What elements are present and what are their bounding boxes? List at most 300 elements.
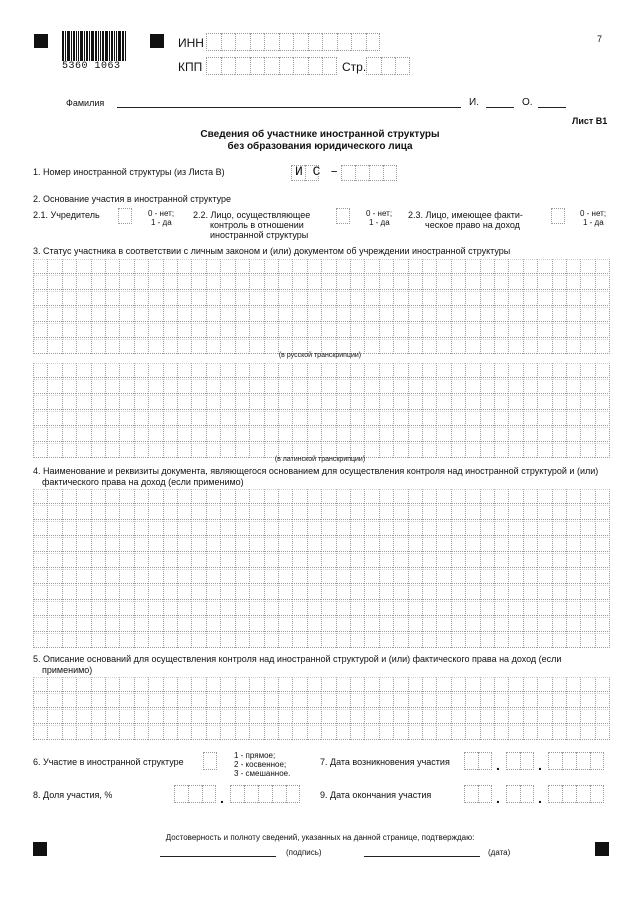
- grid-cell[interactable]: [465, 275, 479, 290]
- grid-cell[interactable]: [494, 307, 508, 322]
- grid-cell[interactable]: [220, 489, 234, 504]
- grid-cell[interactable]: [220, 569, 234, 584]
- grid-cell[interactable]: [105, 259, 119, 274]
- grid-cell[interactable]: [62, 633, 76, 648]
- grid-cell[interactable]: [119, 569, 133, 584]
- grid-cell[interactable]: [148, 505, 162, 520]
- grid-cell[interactable]: [177, 725, 191, 740]
- grid-cell[interactable]: [364, 489, 378, 504]
- grid-cell[interactable]: [566, 323, 580, 338]
- grid-cell[interactable]: [566, 709, 580, 724]
- grid-cell[interactable]: [292, 427, 306, 442]
- grid-cell[interactable]: [336, 505, 350, 520]
- grid-cell[interactable]: [91, 489, 105, 504]
- grid-cell[interactable]: [508, 553, 522, 568]
- grid-cell[interactable]: [379, 411, 393, 426]
- grid-cell[interactable]: [264, 537, 278, 552]
- grid-cell[interactable]: [119, 443, 133, 458]
- grid-cell[interactable]: [523, 693, 537, 708]
- grid-cell[interactable]: [350, 677, 364, 692]
- grid-cell[interactable]: [249, 617, 263, 632]
- grid-cell[interactable]: [350, 489, 364, 504]
- grid-cell[interactable]: [523, 291, 537, 306]
- grid-cell[interactable]: [177, 323, 191, 338]
- grid-cell[interactable]: [321, 537, 335, 552]
- grid-cell[interactable]: [537, 585, 551, 600]
- grid-cell[interactable]: [451, 725, 465, 740]
- grid-cell[interactable]: [235, 709, 249, 724]
- grid-cell[interactable]: [595, 617, 610, 632]
- grid-cell[interactable]: [552, 339, 566, 354]
- grid-cell[interactable]: [422, 725, 436, 740]
- grid-cell[interactable]: [76, 323, 90, 338]
- grid-cell[interactable]: [278, 601, 292, 616]
- grid-cell[interactable]: [91, 521, 105, 536]
- grid-cell[interactable]: [119, 725, 133, 740]
- grid-cell[interactable]: [148, 339, 162, 354]
- grid-cell[interactable]: [393, 521, 407, 536]
- grid-cell[interactable]: [177, 363, 191, 378]
- grid-cell[interactable]: [580, 633, 594, 648]
- grid-cell[interactable]: [220, 323, 234, 338]
- grid-cell[interactable]: [552, 259, 566, 274]
- grid-cell[interactable]: [566, 379, 580, 394]
- grid-cell[interactable]: [105, 489, 119, 504]
- grid-cell[interactable]: [364, 693, 378, 708]
- grid-cell[interactable]: [191, 585, 205, 600]
- grid-cell[interactable]: [163, 617, 177, 632]
- grid-cell[interactable]: [134, 709, 148, 724]
- grid-cell[interactable]: [537, 323, 551, 338]
- grid-cell[interactable]: [148, 585, 162, 600]
- grid-cell[interactable]: [47, 537, 61, 552]
- grid-cell[interactable]: [580, 585, 594, 600]
- grid-cell[interactable]: [350, 725, 364, 740]
- grid-cell[interactable]: [451, 307, 465, 322]
- grid-cell[interactable]: [235, 585, 249, 600]
- grid-cell[interactable]: [191, 291, 205, 306]
- grid-row[interactable]: [33, 379, 610, 394]
- grid-cell[interactable]: [148, 569, 162, 584]
- grid-cell[interactable]: [148, 443, 162, 458]
- grid-cell[interactable]: [235, 307, 249, 322]
- grid-cell[interactable]: [235, 259, 249, 274]
- grid-cell[interactable]: [47, 693, 61, 708]
- grid-cell[interactable]: [537, 725, 551, 740]
- grid-cell[interactable]: [249, 709, 263, 724]
- grid-cell[interactable]: [436, 339, 450, 354]
- grid-cell[interactable]: [191, 709, 205, 724]
- grid-cell[interactable]: [408, 363, 422, 378]
- grid-cell[interactable]: [292, 617, 306, 632]
- grid-cell[interactable]: [465, 379, 479, 394]
- grid-cell[interactable]: [523, 677, 537, 692]
- s2-item2-cell[interactable]: [336, 208, 350, 224]
- grid-cell[interactable]: [336, 307, 350, 322]
- grid-cell[interactable]: [508, 443, 522, 458]
- grid-cell[interactable]: [595, 553, 610, 568]
- grid-cell[interactable]: [249, 521, 263, 536]
- grid-cell[interactable]: [105, 693, 119, 708]
- grid-cell[interactable]: [220, 427, 234, 442]
- grid-cell[interactable]: [47, 323, 61, 338]
- grid-cell[interactable]: [249, 633, 263, 648]
- grid-cell[interactable]: [321, 363, 335, 378]
- grid-cell[interactable]: [494, 569, 508, 584]
- grid-cell[interactable]: [91, 363, 105, 378]
- grid-cell[interactable]: [307, 693, 321, 708]
- grid-cell[interactable]: [134, 569, 148, 584]
- grid-cell[interactable]: [552, 323, 566, 338]
- grid-cell[interactable]: [177, 709, 191, 724]
- grid-cell[interactable]: [436, 585, 450, 600]
- grid-cell[interactable]: [278, 379, 292, 394]
- grid-cell[interactable]: [364, 427, 378, 442]
- grid-cell[interactable]: [33, 677, 47, 692]
- grid-cell[interactable]: [350, 693, 364, 708]
- grid-cell[interactable]: [91, 585, 105, 600]
- grid-cell[interactable]: [307, 601, 321, 616]
- grid-cell[interactable]: [580, 379, 594, 394]
- grid-cell[interactable]: [278, 537, 292, 552]
- grid-cell[interactable]: [595, 569, 610, 584]
- grid-cell[interactable]: [379, 537, 393, 552]
- grid-cell[interactable]: [537, 443, 551, 458]
- grid-cell[interactable]: [408, 537, 422, 552]
- grid-cell[interactable]: [177, 617, 191, 632]
- grid-cell[interactable]: [321, 677, 335, 692]
- grid-cell[interactable]: [552, 505, 566, 520]
- grid-cell[interactable]: [566, 395, 580, 410]
- grid-cell[interactable]: [494, 725, 508, 740]
- grid-cell[interactable]: [235, 323, 249, 338]
- grid-cell[interactable]: [105, 633, 119, 648]
- grid-cell[interactable]: [552, 275, 566, 290]
- grid-cell[interactable]: [566, 307, 580, 322]
- grid-cell[interactable]: [580, 521, 594, 536]
- grid-cell[interactable]: [364, 617, 378, 632]
- grid-cell[interactable]: [105, 553, 119, 568]
- grid-cell[interactable]: [105, 379, 119, 394]
- grid-cell[interactable]: [307, 275, 321, 290]
- grid-cell[interactable]: [249, 725, 263, 740]
- grid-cell[interactable]: [451, 363, 465, 378]
- grid-cell[interactable]: [220, 553, 234, 568]
- grid-cell[interactable]: [235, 379, 249, 394]
- grid-cell[interactable]: [220, 275, 234, 290]
- grid-cell[interactable]: [278, 569, 292, 584]
- grid-cell[interactable]: [523, 537, 537, 552]
- grid-cell[interactable]: [278, 363, 292, 378]
- grid-cell[interactable]: [163, 633, 177, 648]
- grid-cell[interactable]: [436, 291, 450, 306]
- grid-cell[interactable]: [350, 411, 364, 426]
- grid-cell[interactable]: [408, 395, 422, 410]
- grid-cell[interactable]: [537, 521, 551, 536]
- grid-cell[interactable]: [393, 505, 407, 520]
- grid-cell[interactable]: [595, 489, 610, 504]
- grid-cell[interactable]: [523, 427, 537, 442]
- grid-cell[interactable]: [134, 537, 148, 552]
- grid-cell[interactable]: [552, 709, 566, 724]
- s6-participation-cell[interactable]: [203, 752, 217, 770]
- grid-cell[interactable]: [206, 339, 220, 354]
- grid-cell[interactable]: [134, 411, 148, 426]
- grid-cell[interactable]: [379, 601, 393, 616]
- grid-cell[interactable]: [148, 275, 162, 290]
- grid-cell[interactable]: [220, 521, 234, 536]
- grid-cell[interactable]: [278, 677, 292, 692]
- grid-cell[interactable]: [76, 307, 90, 322]
- grid-cell[interactable]: [595, 677, 610, 692]
- grid-cell[interactable]: [47, 677, 61, 692]
- grid-cell[interactable]: [451, 411, 465, 426]
- grid-cell[interactable]: [148, 307, 162, 322]
- grid-cell[interactable]: [91, 709, 105, 724]
- grid-cell[interactable]: [177, 601, 191, 616]
- grid-cell[interactable]: [292, 521, 306, 536]
- grid-row[interactable]: [33, 395, 610, 410]
- grid-cell[interactable]: [350, 601, 364, 616]
- patronymic-initial-field[interactable]: [538, 107, 566, 108]
- grid-cell[interactable]: [292, 395, 306, 410]
- grid-cell[interactable]: [249, 275, 263, 290]
- grid-cell[interactable]: [566, 601, 580, 616]
- grid-cell[interactable]: [177, 291, 191, 306]
- grid-cell[interactable]: [191, 307, 205, 322]
- grid-cell[interactable]: [465, 553, 479, 568]
- grid-row[interactable]: [33, 553, 610, 568]
- grid-cell[interactable]: [336, 677, 350, 692]
- grid-cell[interactable]: [235, 693, 249, 708]
- s9-year-cells[interactable]: [548, 785, 604, 803]
- grid-cell[interactable]: [307, 363, 321, 378]
- grid-cell[interactable]: [422, 489, 436, 504]
- grid-cell[interactable]: [76, 537, 90, 552]
- grid-cell[interactable]: [62, 395, 76, 410]
- grid-cell[interactable]: [336, 411, 350, 426]
- grid-cell[interactable]: [393, 601, 407, 616]
- grid-cell[interactable]: [206, 307, 220, 322]
- grid-cell[interactable]: [134, 617, 148, 632]
- grid-cell[interactable]: [206, 427, 220, 442]
- grid-cell[interactable]: [119, 323, 133, 338]
- grid-cell[interactable]: [264, 275, 278, 290]
- grid-cell[interactable]: [552, 725, 566, 740]
- grid-cell[interactable]: [47, 585, 61, 600]
- grid-cell[interactable]: [134, 601, 148, 616]
- grid-cell[interactable]: [364, 411, 378, 426]
- grid-cell[interactable]: [105, 307, 119, 322]
- grid-cell[interactable]: [336, 395, 350, 410]
- grid-cell[interactable]: [508, 275, 522, 290]
- grid-cell[interactable]: [76, 275, 90, 290]
- grid-cell[interactable]: [191, 725, 205, 740]
- grid-cell[interactable]: [191, 601, 205, 616]
- grid-cell[interactable]: [336, 379, 350, 394]
- grid-cell[interactable]: [508, 411, 522, 426]
- grid-cell[interactable]: [465, 259, 479, 274]
- grid-cell[interactable]: [62, 505, 76, 520]
- grid-cell[interactable]: [47, 553, 61, 568]
- grid-cell[interactable]: [422, 259, 436, 274]
- grid-cell[interactable]: [278, 553, 292, 568]
- grid-cell[interactable]: [595, 427, 610, 442]
- grid-cell[interactable]: [206, 633, 220, 648]
- grid-cell[interactable]: [451, 709, 465, 724]
- grid-cell[interactable]: [163, 395, 177, 410]
- grid-cell[interactable]: [552, 633, 566, 648]
- grid-cell[interactable]: [249, 553, 263, 568]
- grid-cell[interactable]: [364, 553, 378, 568]
- grid-cell[interactable]: [350, 521, 364, 536]
- grid-cell[interactable]: [76, 677, 90, 692]
- kpp-cells[interactable]: [206, 57, 337, 75]
- grid-cell[interactable]: [119, 379, 133, 394]
- grid-cell[interactable]: [47, 291, 61, 306]
- grid-cell[interactable]: [321, 427, 335, 442]
- grid-cell[interactable]: [163, 537, 177, 552]
- grid-cell[interactable]: [76, 489, 90, 504]
- grid-cell[interactable]: [336, 617, 350, 632]
- grid-cell[interactable]: [191, 569, 205, 584]
- grid-cell[interactable]: [177, 307, 191, 322]
- grid-cell[interactable]: [134, 505, 148, 520]
- grid-cell[interactable]: [379, 363, 393, 378]
- grid-cell[interactable]: [364, 709, 378, 724]
- grid-cell[interactable]: [350, 259, 364, 274]
- grid-cell[interactable]: [480, 601, 494, 616]
- grid-cell[interactable]: [465, 601, 479, 616]
- grid-cell[interactable]: [393, 379, 407, 394]
- grid-cell[interactable]: [105, 291, 119, 306]
- grid-cell[interactable]: [191, 427, 205, 442]
- grid-cell[interactable]: [62, 537, 76, 552]
- grid-cell[interactable]: [408, 291, 422, 306]
- grid-cell[interactable]: [163, 323, 177, 338]
- grid-cell[interactable]: [451, 339, 465, 354]
- grid-cell[interactable]: [408, 489, 422, 504]
- grid-cell[interactable]: [523, 411, 537, 426]
- grid-cell[interactable]: [436, 411, 450, 426]
- grid-cell[interactable]: [307, 553, 321, 568]
- grid-cell[interactable]: [580, 411, 594, 426]
- grid-cell[interactable]: [33, 601, 47, 616]
- grid-cell[interactable]: [364, 677, 378, 692]
- grid-cell[interactable]: [47, 411, 61, 426]
- grid-cell[interactable]: [134, 339, 148, 354]
- grid-cell[interactable]: [105, 275, 119, 290]
- grid-cell[interactable]: [62, 363, 76, 378]
- grid-cell[interactable]: [321, 411, 335, 426]
- grid-cell[interactable]: [422, 505, 436, 520]
- grid-cell[interactable]: [119, 617, 133, 632]
- grid-cell[interactable]: [480, 709, 494, 724]
- grid-cell[interactable]: [33, 339, 47, 354]
- grid-cell[interactable]: [422, 709, 436, 724]
- grid-cell[interactable]: [292, 259, 306, 274]
- grid-cell[interactable]: [451, 443, 465, 458]
- grid-cell[interactable]: [508, 505, 522, 520]
- grid-cell[interactable]: [249, 259, 263, 274]
- grid-cell[interactable]: [134, 259, 148, 274]
- grid-cell[interactable]: [76, 379, 90, 394]
- grid-cell[interactable]: [220, 259, 234, 274]
- grid-cell[interactable]: [292, 291, 306, 306]
- grid-cell[interactable]: [422, 633, 436, 648]
- grid-cell[interactable]: [206, 275, 220, 290]
- grid-cell[interactable]: [278, 275, 292, 290]
- grid-cell[interactable]: [580, 617, 594, 632]
- grid-cell[interactable]: [321, 291, 335, 306]
- grid-cell[interactable]: [292, 569, 306, 584]
- grid-cell[interactable]: [119, 693, 133, 708]
- grid-cell[interactable]: [422, 443, 436, 458]
- grid-cell[interactable]: [33, 633, 47, 648]
- grid-cell[interactable]: [408, 521, 422, 536]
- grid-cell[interactable]: [191, 521, 205, 536]
- grid-cell[interactable]: [177, 521, 191, 536]
- grid-cell[interactable]: [105, 521, 119, 536]
- grid-cell[interactable]: [336, 275, 350, 290]
- grid-cell[interactable]: [508, 307, 522, 322]
- grid-cell[interactable]: [552, 693, 566, 708]
- grid-cell[interactable]: [494, 677, 508, 692]
- grid-cell[interactable]: [321, 307, 335, 322]
- grid-cell[interactable]: [191, 339, 205, 354]
- grid-cell[interactable]: [105, 585, 119, 600]
- grid-cell[interactable]: [177, 505, 191, 520]
- grid-cell[interactable]: [206, 443, 220, 458]
- grid-cell[interactable]: [177, 339, 191, 354]
- grid-cell[interactable]: [91, 693, 105, 708]
- grid-cell[interactable]: [436, 709, 450, 724]
- grid-cell[interactable]: [336, 427, 350, 442]
- grid-cell[interactable]: [580, 537, 594, 552]
- grid-cell[interactable]: [451, 275, 465, 290]
- grid-row[interactable]: [33, 411, 610, 426]
- date-line[interactable]: [364, 856, 480, 857]
- grid-cell[interactable]: [465, 339, 479, 354]
- grid-cell[interactable]: [379, 395, 393, 410]
- grid-cell[interactable]: [336, 709, 350, 724]
- grid-cell[interactable]: [566, 291, 580, 306]
- s7-year-cells[interactable]: [548, 752, 604, 770]
- grid-cell[interactable]: [220, 379, 234, 394]
- grid-cell[interactable]: [119, 489, 133, 504]
- grid-cell[interactable]: [422, 693, 436, 708]
- grid-cell[interactable]: [62, 411, 76, 426]
- grid-cell[interactable]: [350, 553, 364, 568]
- grid-cell[interactable]: [422, 427, 436, 442]
- grid-cell[interactable]: [364, 521, 378, 536]
- grid-cell[interactable]: [76, 339, 90, 354]
- grid-cell[interactable]: [33, 443, 47, 458]
- grid-row[interactable]: [33, 585, 610, 600]
- grid-cell[interactable]: [33, 259, 47, 274]
- grid-cell[interactable]: [62, 677, 76, 692]
- grid-cell[interactable]: [508, 259, 522, 274]
- grid-cell[interactable]: [177, 379, 191, 394]
- grid-cell[interactable]: [206, 323, 220, 338]
- grid-cell[interactable]: [292, 725, 306, 740]
- grid-cell[interactable]: [105, 725, 119, 740]
- grid-cell[interactable]: [580, 339, 594, 354]
- grid-cell[interactable]: [235, 569, 249, 584]
- grid-cell[interactable]: [119, 275, 133, 290]
- grid-cell[interactable]: [33, 617, 47, 632]
- grid-cell[interactable]: [307, 323, 321, 338]
